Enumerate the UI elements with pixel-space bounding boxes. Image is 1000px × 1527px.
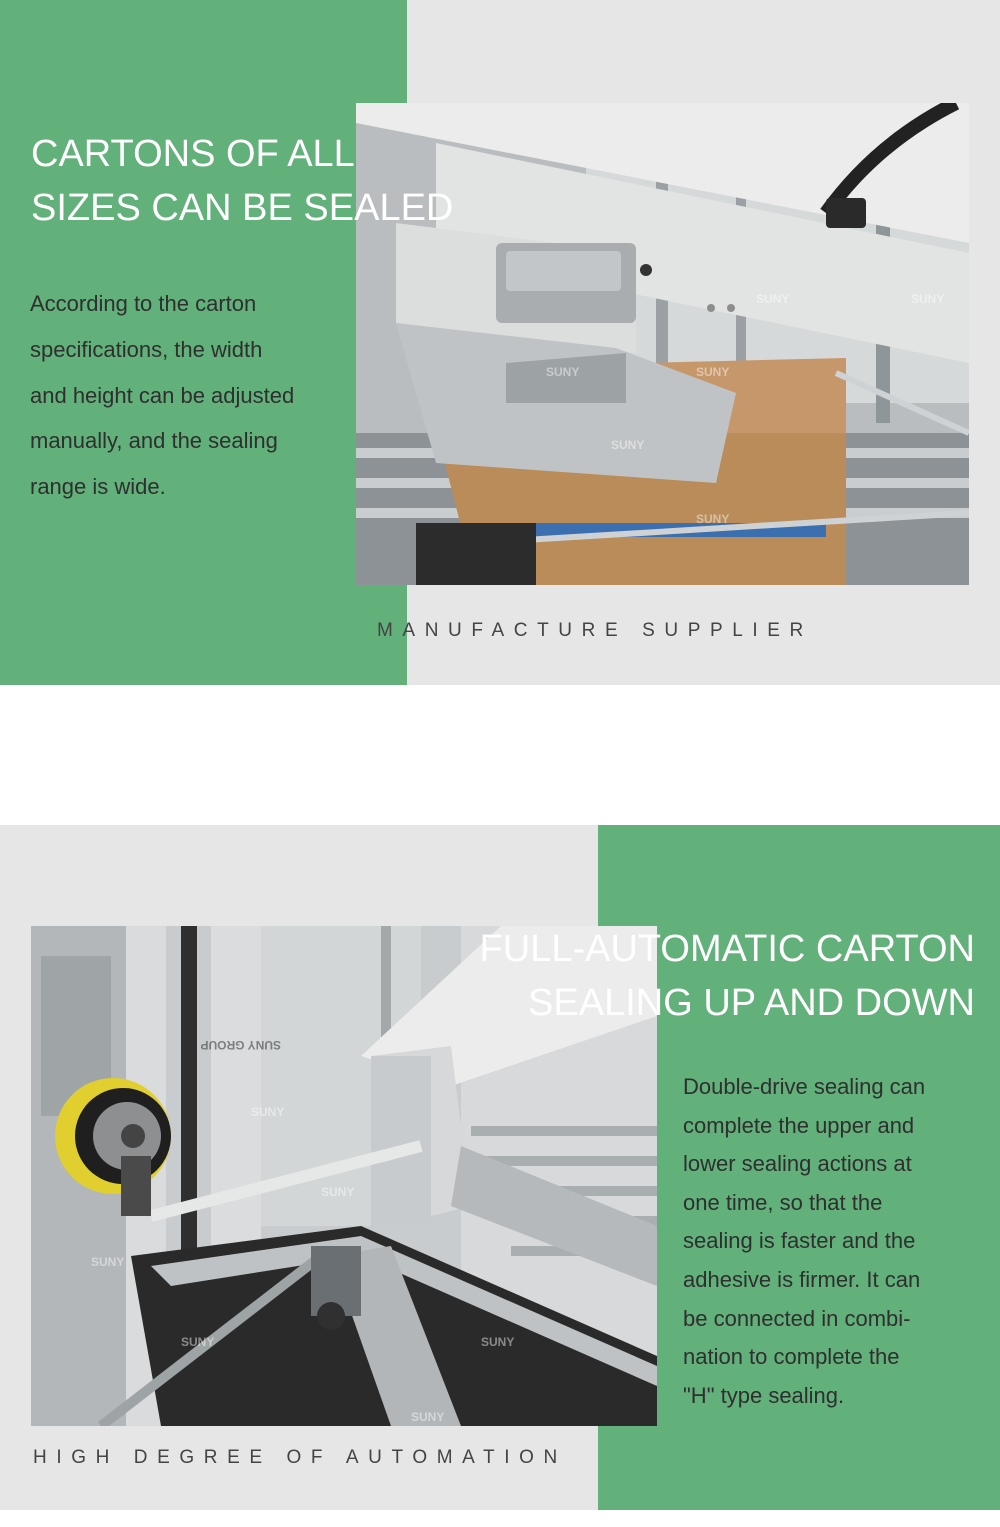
photo-watermark: SUNY bbox=[321, 1185, 355, 1199]
photo-watermark: SUNY bbox=[756, 292, 790, 306]
photo-watermark: SUNY bbox=[91, 1255, 125, 1269]
feature-section-full-automatic bbox=[0, 825, 1000, 1510]
section-title bbox=[480, 922, 975, 1030]
photo-watermark: SUNY bbox=[911, 292, 945, 306]
description-line: manually, and the sealing bbox=[30, 428, 278, 454]
section-tagline: MANUFACTURE SUPPLIER bbox=[377, 620, 813, 641]
section-description bbox=[30, 281, 350, 510]
photo-watermark: SUNY bbox=[481, 1335, 515, 1349]
photo-watermark: SUNY bbox=[696, 512, 730, 526]
title-line: SIZES CAN BE SEALED bbox=[31, 187, 454, 229]
section-tagline: HIGH DEGREE OF AUTOMATION bbox=[33, 1447, 567, 1468]
section-title bbox=[31, 127, 453, 235]
photo-watermark: SUNY bbox=[611, 438, 645, 452]
title-line: FULL-AUTOMATIC CARTON bbox=[479, 928, 975, 970]
description-line: sealing is faster and the bbox=[683, 1228, 916, 1254]
description-line: specifications, the width bbox=[30, 336, 263, 362]
description-line: lower sealing actions at bbox=[683, 1151, 912, 1177]
machine-label: SUNY GROUP bbox=[200, 1038, 281, 1052]
description-line: range is wide. bbox=[30, 474, 166, 500]
description-line: adhesive is firmer. It can bbox=[683, 1266, 921, 1292]
description-line: one time, so that the bbox=[683, 1189, 883, 1215]
description-line: and height can be adjusted bbox=[30, 382, 295, 408]
photo-watermark: SUNY bbox=[181, 1335, 215, 1349]
photo-watermark: SUNY bbox=[411, 1410, 445, 1424]
photo-watermark: SUNY bbox=[546, 365, 580, 379]
description-line: complete the upper and bbox=[683, 1112, 915, 1138]
feature-section-carton-sizes bbox=[0, 0, 1000, 685]
description-line: Double-drive sealing can bbox=[683, 1074, 926, 1099]
title-line: SEALING UP AND DOWN bbox=[528, 982, 975, 1024]
photo-watermark: SUNY bbox=[251, 1105, 285, 1119]
description-line: be connected in combi- bbox=[683, 1305, 911, 1331]
section-description bbox=[683, 1068, 983, 1415]
description-line: nation to complete the bbox=[683, 1344, 900, 1370]
title-line: CARTONS OF ALL bbox=[31, 133, 355, 175]
photo-watermark: SUNY bbox=[696, 365, 730, 379]
description-line: According to the carton bbox=[30, 291, 257, 316]
description-line: "H" type sealing. bbox=[683, 1382, 845, 1408]
